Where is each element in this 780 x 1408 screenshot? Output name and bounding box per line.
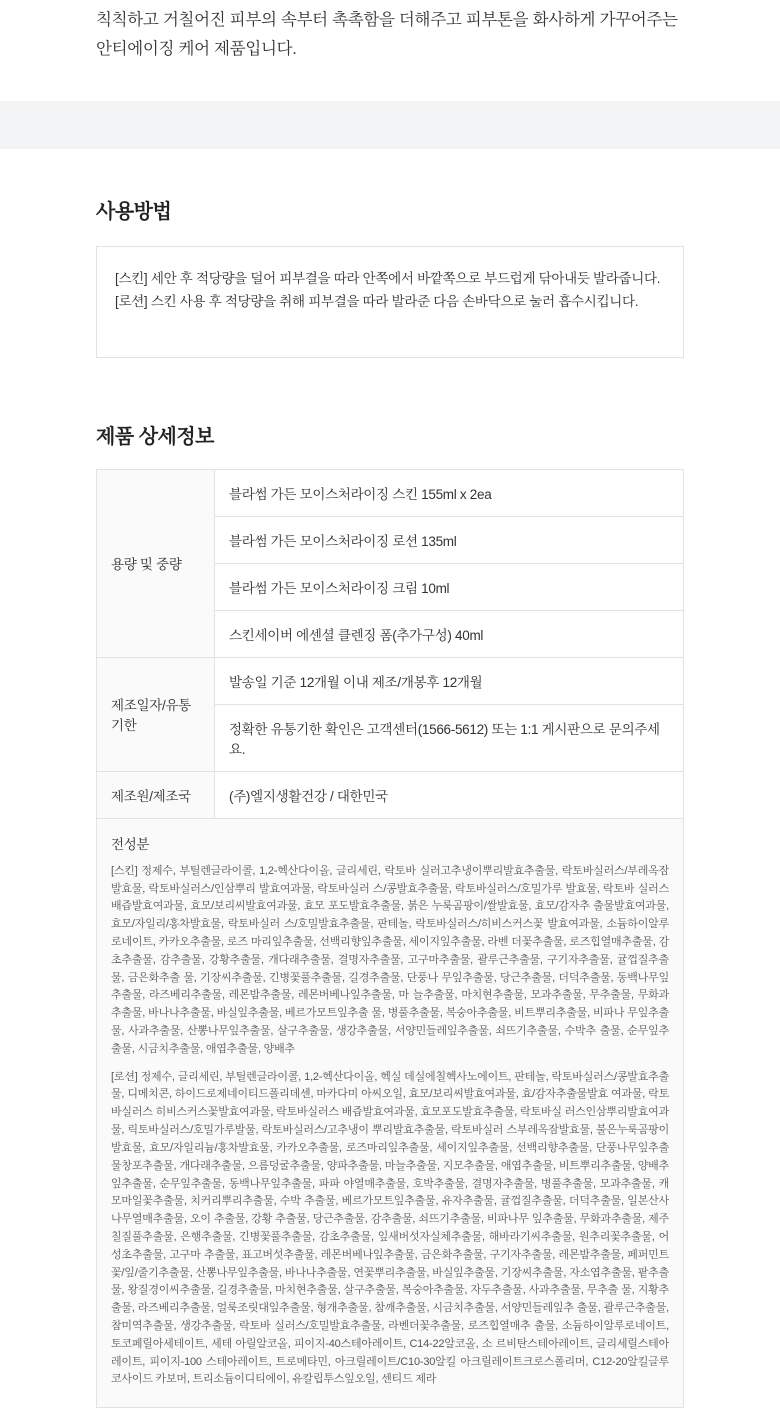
row-value-volume-1: 블라썸 가든 모이스처라이징 스킨 155ml x 2ea — [215, 469, 684, 516]
intro-section — [0, 0, 780, 65]
row-value-maker: (주)엘지생활건강 / 대한민국 — [215, 771, 684, 818]
table-row — [97, 469, 684, 516]
ingredients-skin: [스킨] 정제수, 부틸렌글라이콜, 1,2-헥산다이올, 글리세린, 락토바 실러고추냉이뿌리발효추출물, 락토바실러스/부레옥잠 발효물, 락토바실러스/인삼뿌리 발효여과물, 락토바실러 스/콩발효추출물, 락토바실러스/호밀가루 발효물, 락토바 실러스 배즙발효여과물, 효모/보리씨발효여과물, 효모 포도발효추출물, 붉은 누룩곰팡이/쌀발효물, 효모/감자추 출물발효여과물, 효모/자일리/홍차발효물, 락토바실러 스/호밀발효추출물, 판테놀, 락토바실러스/히비스커스꽃 발효여과물, 소듐하이알루로네이트, 카카오추출물, 로즈 마리잎추출물, 선백리향잎추출물, 세이지잎추출물, 라벤 더꽃추출물, 로즈힙열매추출물, 감초추출물, 감추출물, 강황추출물, 개다래추출물, 결명자추출물, 고구마추출물, 괄루근추출물, 구기자추출물, 귤껍질추출물, 금은화추출 물, 기장씨추출물, 긴병꽃풀추출물, 길경추출물, 단풍나 무잎추출물, 당근추출물, 더덕추출물, 동백나무잎추출물, 라즈베리추출물, 레몬밤추출물, 레몬버베나잎추출물, 마 늘추출물, 마치현추출물, 모과추출물, 무추출물, 무화과 추출물, 바나나추출물, 바실잎추출물, 베르가모트잎추출 물, 병풀추출물, 복숭아추출물, 비트뿌리추출물, 비파나 무잎추출물, 사과추출물, 산뽕나무잎추출물, 살구추출물, 생강추출물, 서양민들레잎추출물, 쇠뜨기추출물, 수박추 출물, 순무잎추출물, 시금치추출물, 애엽추출물, 양배추 — [111, 864, 669, 1055]
row-value-manufacture-2: 정확한 유통기한 확인은 고객센터(1566-5612) 또는 1:1 게시판으로 문의주세요. — [215, 704, 684, 771]
usage-title: 사용방법 — [96, 200, 172, 223]
row-value-volume-4: 스킨세이버 에센셜 클렌징 폼(추가구성) 40ml — [215, 610, 684, 657]
ingredients-lotion: [로션] 정제수, 글리세린, 부틸렌글라이콜, 1,2-헥산다이올, 헥실 데실에칠헥사노에이트, 판테놀, 락토바실러스/콩발효추출물, 디메치콘, 하이드로제네이티드폴리데센, 마카다미 아씨오일, 효모/보리씨발효여과물, 효/감자추출물발효 여과물, 락토바실러스 히비스커스꽃발효여과물, 락토바실러스 배즙발효여과물, 효모포도발효추출물, 락토바실 러스인삼뿌리발효여과물, 릭토바실러스/호밀가루발물, 락토바실러스/고추냉이 뿌리발효추출물, 락토바실러 스부레옥잠발효물, 불은누룩곰팡이 발효물, 효모/자일리늄/홍차발효물, 카카오추출물, 로즈마리잎추출물, 세이지잎추출물, 선백리향추출물, 단풍나무잎추출물창포추출물, 개다래추출물, 으름덩굴추출물, 양파추출물, 마늘추출물, 지모추출물, 애엽추출물, 비트뿌리추출물, 양배추잎추출물, 순무잎추출물, 동백나무잎추출물, 파파 야열매추출물, 호박추출물, 결명자추출물, 병풀추출물, 모과추출물, 캐모마일꽃추출물, 치커리뿌리추출물, 수박 추출물, 베르가모트잎추출물, 유자추출물, 귤껍질추출물, 더덕추출물, 일본산사나무열매추출물, 오이 추출물, 강황 추출물, 당근추출물, 감추출물, 쇠뜨기추출물, 비파나무 잎추출물, 무화과추출물, 제주칠질풀추출물, 은행추출물, 긴병꽃풀추출물, 감초추출물, 잎새버섯자실체추출물, 해바라기씨추출물, 원추리꽃추출물, 어성초추출물, 고구마 추출물, 표고버섯추출물, 레몬버베나잎추출물, 금은화추출물, 구기자추출물, 레몬밤추출물, 페퍼민트꽃/잎/줄기추출물, 산뽕나무잎추출물, 바나나추출물, 연꽃뿌리추출물, 바실잎추출물, 기장씨추출물, 자소엽추출물, 팥추출물, 왕질경이씨추출물, 길경추출물, 마치현추출물, 살구추출물, 복숭아추출물, 자두추출물, 사과추출물, 무추출 물, 지황추출물, 라즈베리추출물, 얼룩조릿대잎추출물, 형개추출물, 참깨추출물, 시금치추출물, 서양민들레잎추 출물, 괄루근추출물, 참미역추출물, 생강추출물, 락토바 실러스/호밀발효추출물, 라벤더꽃추출물, 로즈힙열매추 출물, 소듐하이알루로네이트, 토코페릴아세테이트, 세테 아릴알코올, 피이지-40스테아레이트, C14-22알코올, 소 르비탄스테아레이트, 글리세릴스테아레이트, 피이지-100 스테아레이트, 트로메타민, 아크릴레이트/C10-30알킬 아크릴레이트크로스폴리머, C12-20알킬글루코사이드 카보머, 트리소듐이디티에이, 유칼립투스잎오일, 센티드 제라 — [111, 1070, 669, 1386]
row-value-volume-2: 블라썸 가든 모이스처라이징 로션 135ml — [215, 516, 684, 563]
row-header-maker: 제조원/제조국 — [97, 771, 215, 818]
table-row — [97, 771, 684, 818]
detail-table — [96, 469, 684, 819]
ingredients-block — [96, 819, 684, 1408]
row-header-manufacture-date: 제조일자/유통기한 — [97, 657, 215, 771]
usage-section — [0, 149, 780, 358]
row-header-volume: 용량 및 중량 — [97, 469, 215, 657]
usage-box — [96, 246, 684, 358]
usage-line-1: [스킨] 세안 후 적당량을 덜어 피부결을 따라 안쪽에서 바깥쪽으로 부드럽게 닦아내듯 발라줍니다. — [115, 270, 661, 286]
ingredients-label: 전성분 — [111, 836, 150, 852]
row-value-manufacture-1: 발송일 기준 12개월 이내 제조/개봉후 12개월 — [215, 657, 684, 704]
usage-line-2: [로션] 스킨 사용 후 적당량을 취해 피부결을 따라 발라준 다음 손바닥으로 눌러 흡수시킵니다. — [115, 293, 639, 309]
ingredients-body — [111, 863, 669, 1390]
detail-title: 제품 상세정보 — [96, 425, 214, 448]
row-value-volume-3: 블라썸 가든 모이스처라이징 크림 10ml — [215, 563, 684, 610]
intro-paragraph: 칙칙하고 거칠어진 피부의 속부터 촉촉함을 더해주고 피부톤을 화사하게 가꾸어주는 안티에이징 케어 제품입니다. — [96, 11, 678, 59]
table-row — [97, 657, 684, 704]
detail-section — [0, 420, 780, 1408]
section-divider-band — [0, 101, 780, 149]
